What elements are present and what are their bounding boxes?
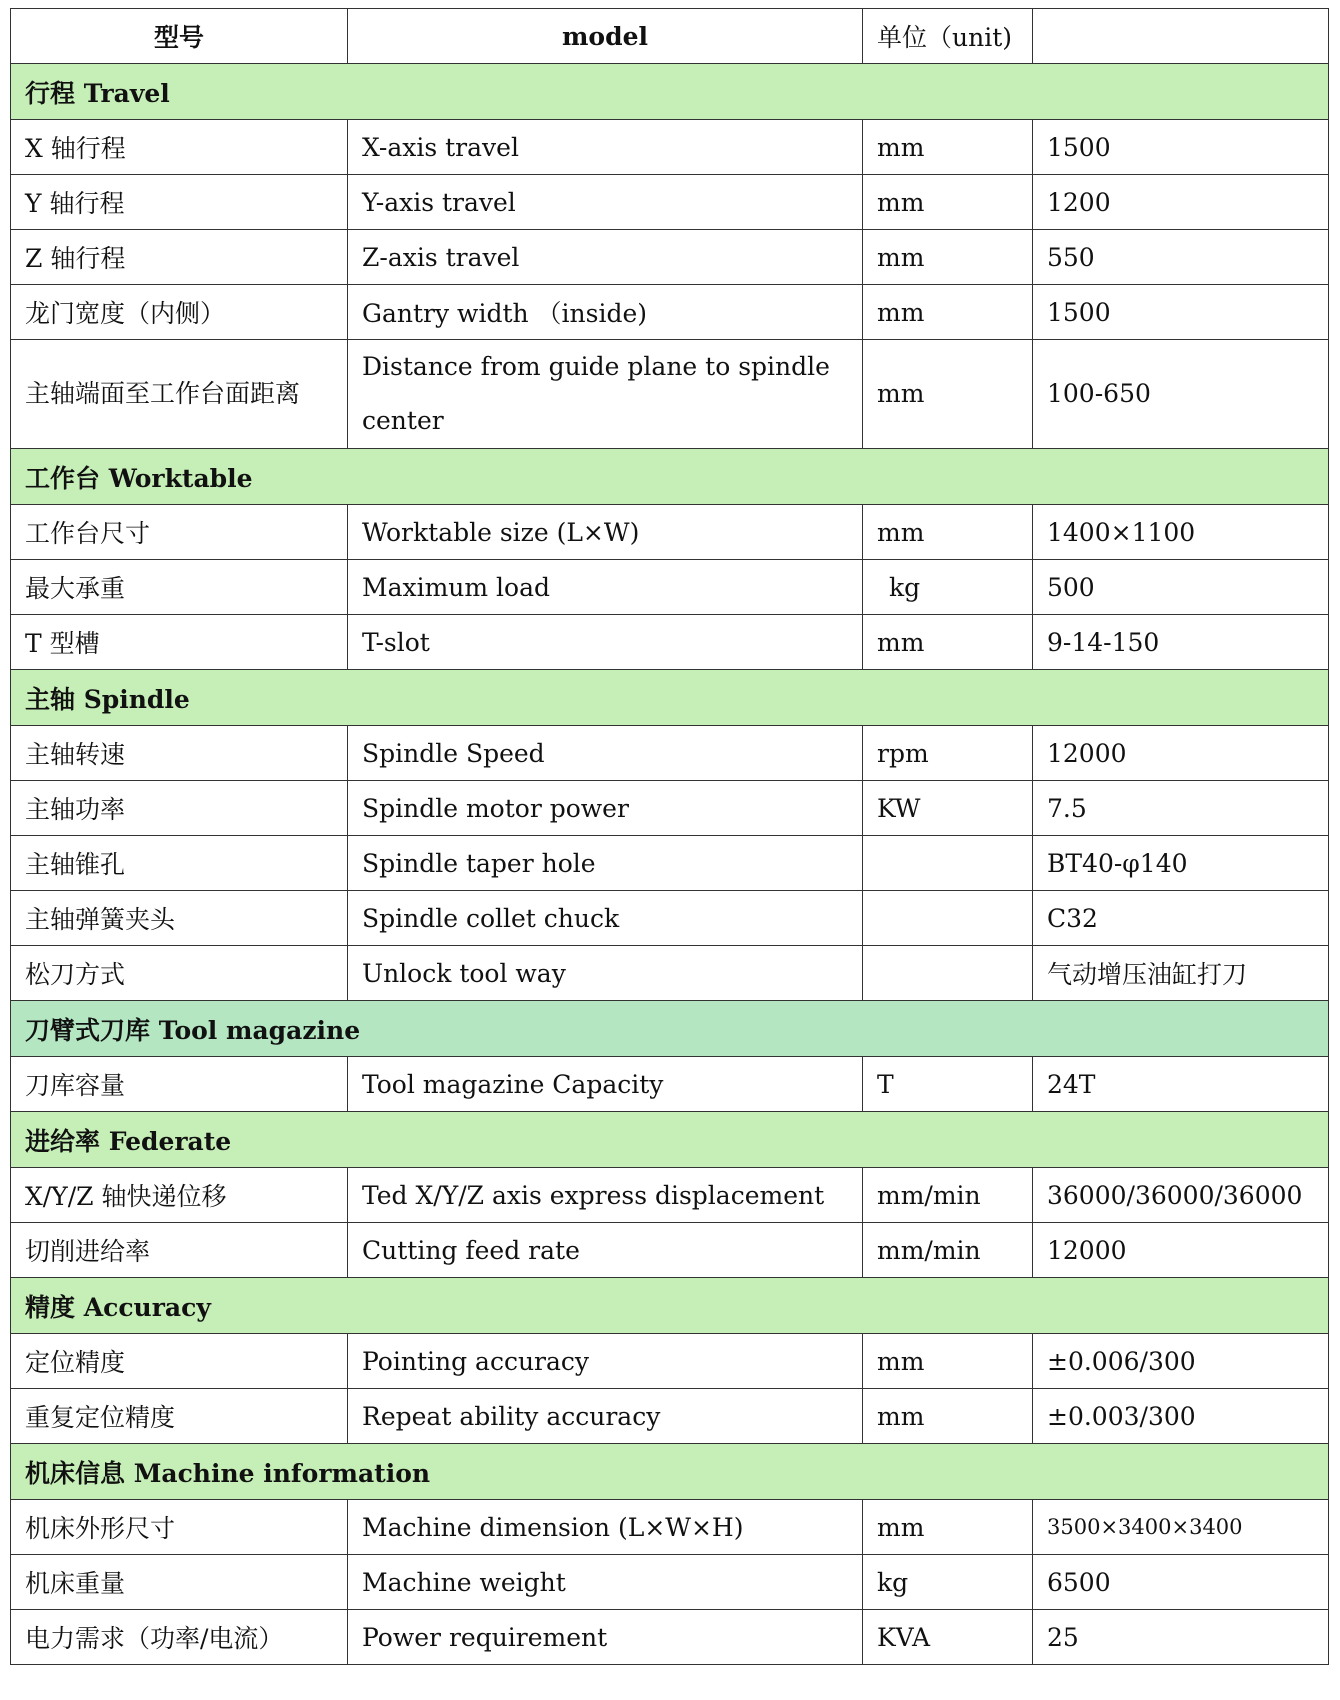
cn-label: 刀库容量 (11, 1057, 348, 1112)
cn-label: 重复定位精度 (11, 1389, 348, 1444)
value-cell: 12000 (1033, 1223, 1329, 1278)
value-cell: 1500 (1033, 285, 1329, 340)
unit-cell: kg (863, 560, 1033, 615)
value-cell: 9-14-150 (1033, 615, 1329, 670)
section-title: 主轴 Spindle (11, 670, 1329, 726)
header-cell-model: model (348, 9, 863, 64)
section-row-worktable (11, 449, 1329, 505)
spec-table (10, 8, 1329, 1665)
section-title: 机床信息 Machine information (11, 1444, 1329, 1500)
cn-label: 主轴锥孔 (11, 836, 348, 891)
section-title: 刀臂式刀库 Tool magazine (11, 1001, 1329, 1057)
en-label: Gantry width （inside) (348, 285, 863, 340)
unit-cell: KW (863, 781, 1033, 836)
unit-cell: mm (863, 175, 1033, 230)
value-cell: 550 (1033, 230, 1329, 285)
en-label: Worktable size (L×W) (348, 505, 863, 560)
en-label: Power requirement (348, 1610, 863, 1665)
header-cell-type: 型号 (11, 9, 348, 64)
en-label: Spindle collet chuck (348, 891, 863, 946)
unit-cell (863, 836, 1033, 891)
unit-cell: mm (863, 120, 1033, 175)
value-cell: 1500 (1033, 120, 1329, 175)
cn-label: 主轴端面至工作台面距离 (11, 340, 348, 449)
value-cell: 7.5 (1033, 781, 1329, 836)
header-row (11, 9, 1329, 64)
table-row (11, 891, 1329, 946)
value-cell: 24T (1033, 1057, 1329, 1112)
value-cell: 500 (1033, 560, 1329, 615)
table-row (11, 120, 1329, 175)
unit-cell: mm (863, 615, 1033, 670)
table-row (11, 340, 1329, 449)
en-label: Cutting feed rate (348, 1223, 863, 1278)
header-cell-value (1033, 9, 1329, 64)
section-title: 精度 Accuracy (11, 1278, 1329, 1334)
en-label: Distance from guide plane to spindle center (348, 340, 863, 449)
section-row-machine-information (11, 1444, 1329, 1500)
cn-label: Z 轴行程 (11, 230, 348, 285)
unit-cell (863, 946, 1033, 1001)
section-row-federate (11, 1112, 1329, 1168)
en-label: Maximum load (348, 560, 863, 615)
table-row (11, 615, 1329, 670)
cn-label: X/Y/Z 轴快递位移 (11, 1168, 348, 1223)
en-label: X-axis travel (348, 120, 863, 175)
table-row (11, 175, 1329, 230)
cn-label: 主轴功率 (11, 781, 348, 836)
table-row (11, 1500, 1329, 1555)
cn-label: 主轴转速 (11, 726, 348, 781)
table-row (11, 1057, 1329, 1112)
value-cell: ±0.003/300 (1033, 1389, 1329, 1444)
value-cell: 3500×3400×3400 (1033, 1500, 1329, 1555)
unit-cell: mm (863, 1500, 1033, 1555)
table-row (11, 781, 1329, 836)
unit-cell: rpm (863, 726, 1033, 781)
unit-cell: mm (863, 1334, 1033, 1389)
table-row (11, 726, 1329, 781)
unit-cell: mm (863, 1389, 1033, 1444)
value-cell: 1400×1100 (1033, 505, 1329, 560)
en-label: Repeat ability accuracy (348, 1389, 863, 1444)
value-cell: 36000/36000/36000 (1033, 1168, 1329, 1223)
unit-cell: kg (863, 1555, 1033, 1610)
cn-label: 切削进给率 (11, 1223, 348, 1278)
unit-cell: KVA (863, 1610, 1033, 1665)
en-label: T-slot (348, 615, 863, 670)
cn-label: 松刀方式 (11, 946, 348, 1001)
header-cell-unit: 单位（unit) (863, 9, 1033, 64)
table-row (11, 946, 1329, 1001)
value-cell: BT40-φ140 (1033, 836, 1329, 891)
cn-label: Y 轴行程 (11, 175, 348, 230)
spec-table-container (10, 8, 1328, 1665)
cn-label: 最大承重 (11, 560, 348, 615)
table-row (11, 1389, 1329, 1444)
unit-cell: mm (863, 285, 1033, 340)
unit-cell: mm (863, 340, 1033, 449)
cn-label: 机床外形尺寸 (11, 1500, 348, 1555)
value-cell: 100-650 (1033, 340, 1329, 449)
table-row (11, 1223, 1329, 1278)
table-row (11, 505, 1329, 560)
value-cell: 6500 (1033, 1555, 1329, 1610)
section-row-accuracy (11, 1278, 1329, 1334)
section-row-travel (11, 64, 1329, 120)
value-cell: 气动增压油缸打刀 (1033, 946, 1329, 1001)
unit-cell (863, 891, 1033, 946)
cn-label: 机床重量 (11, 1555, 348, 1610)
value-cell: ±0.006/300 (1033, 1334, 1329, 1389)
en-label: Spindle Speed (348, 726, 863, 781)
table-row (11, 1555, 1329, 1610)
unit-cell: mm (863, 505, 1033, 560)
en-label: Spindle taper hole (348, 836, 863, 891)
table-row (11, 1610, 1329, 1665)
value-cell: 25 (1033, 1610, 1329, 1665)
cn-label: 定位精度 (11, 1334, 348, 1389)
en-label: Spindle motor power (348, 781, 863, 836)
value-cell: 1200 (1033, 175, 1329, 230)
table-row (11, 836, 1329, 891)
table-row (11, 1168, 1329, 1223)
en-label: Ted X/Y/Z axis express displacement (348, 1168, 863, 1223)
unit-cell: mm (863, 230, 1033, 285)
table-row (11, 1334, 1329, 1389)
en-label: Machine dimension (L×W×H) (348, 1500, 863, 1555)
cn-label: 主轴弹簧夹头 (11, 891, 348, 946)
cn-label: T 型槽 (11, 615, 348, 670)
en-label: Pointing accuracy (348, 1334, 863, 1389)
table-row (11, 560, 1329, 615)
section-title: 工作台 Worktable (11, 449, 1329, 505)
en-label: Machine weight (348, 1555, 863, 1610)
section-row-spindle (11, 670, 1329, 726)
table-row (11, 285, 1329, 340)
unit-cell: mm/min (863, 1223, 1033, 1278)
en-label: Unlock tool way (348, 946, 863, 1001)
cn-label: 电力需求（功率/电流） (11, 1610, 348, 1665)
unit-cell: mm/min (863, 1168, 1033, 1223)
en-label: Tool magazine Capacity (348, 1057, 863, 1112)
cn-label: 工作台尺寸 (11, 505, 348, 560)
en-label: Z-axis travel (348, 230, 863, 285)
en-label: Y-axis travel (348, 175, 863, 230)
unit-cell: T (863, 1057, 1033, 1112)
section-title: 行程 Travel (11, 64, 1329, 120)
cn-label: 龙门宽度（内侧） (11, 285, 348, 340)
value-cell: 12000 (1033, 726, 1329, 781)
section-title: 进给率 Federate (11, 1112, 1329, 1168)
section-row-tool-magazine (11, 1001, 1329, 1057)
table-row (11, 230, 1329, 285)
cn-label: X 轴行程 (11, 120, 348, 175)
value-cell: C32 (1033, 891, 1329, 946)
